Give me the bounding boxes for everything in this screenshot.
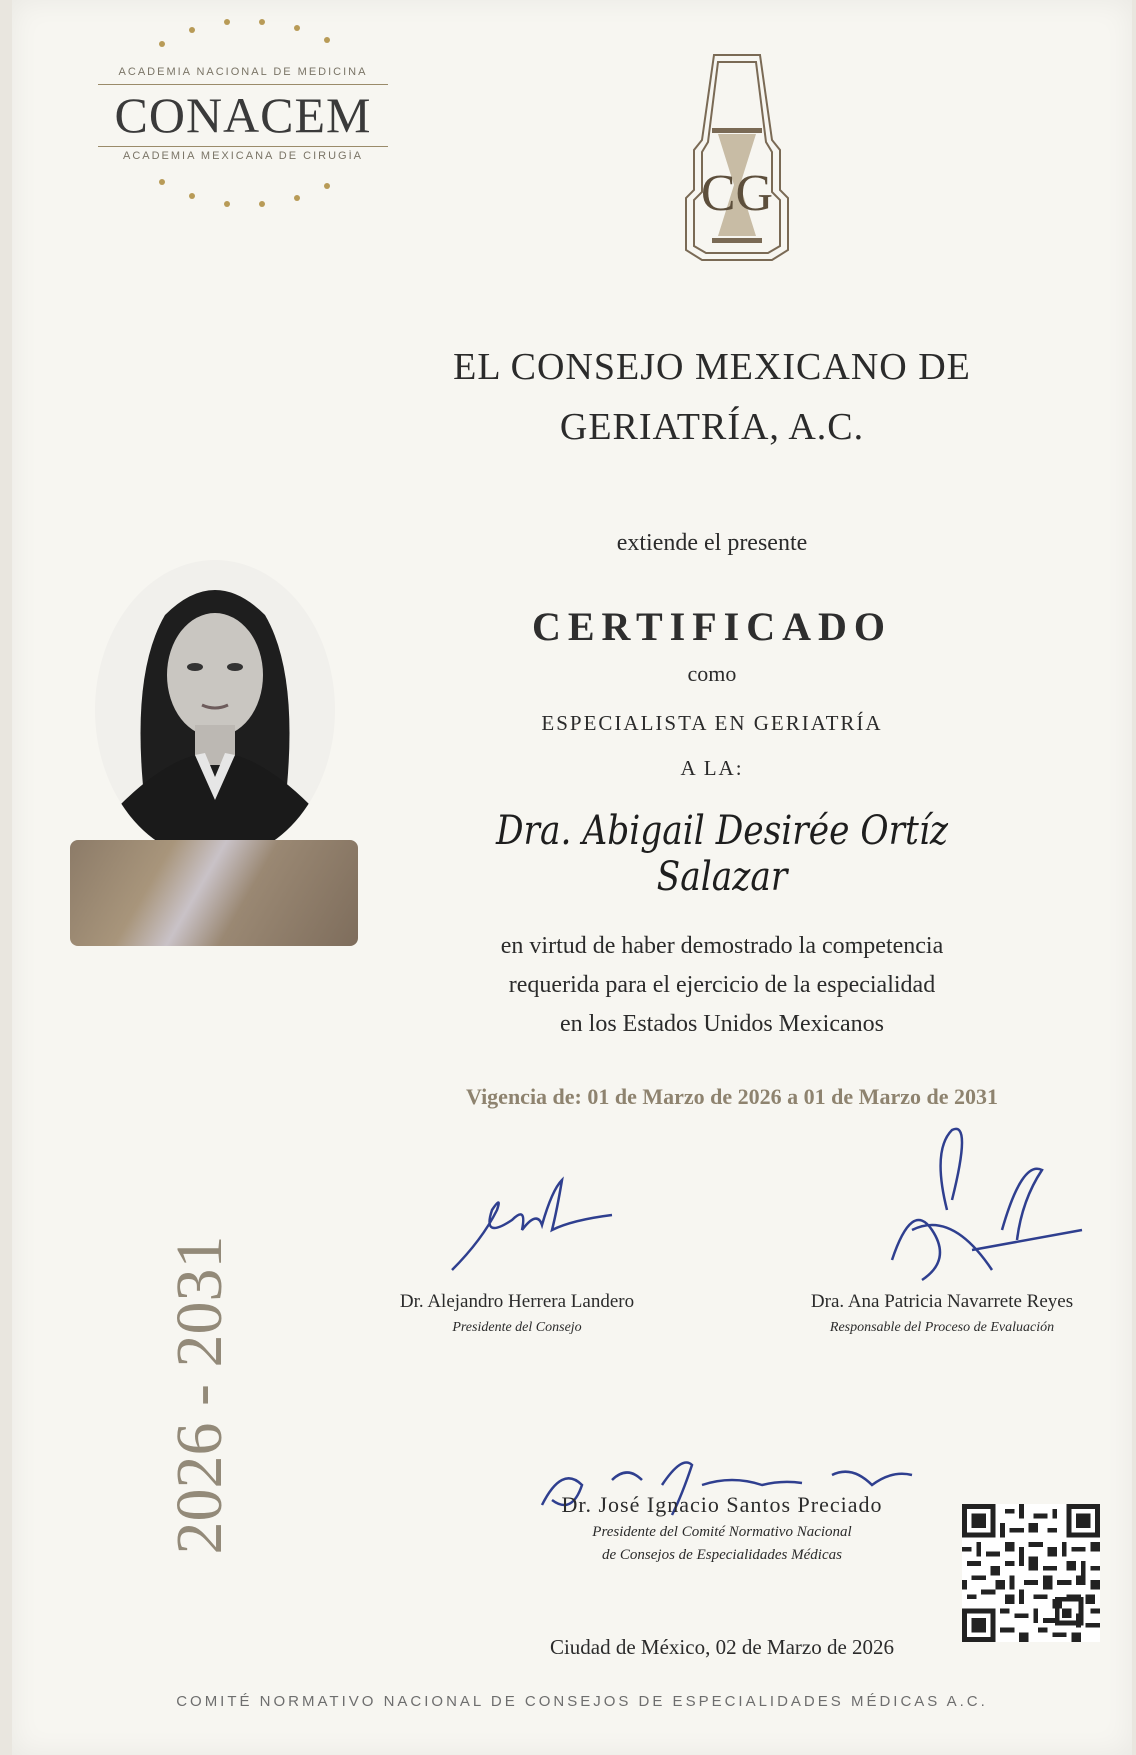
hologram-seal xyxy=(70,840,358,946)
logo-dots-top xyxy=(132,8,362,68)
intro-text: extiende el presente xyxy=(616,530,808,556)
signatory-3-role-line1: Presidente del Comité Normativo Nacional xyxy=(592,1524,852,1540)
conacem-title: CONACEM xyxy=(114,87,372,143)
certificate-sheet xyxy=(12,0,1132,1755)
conacem-surgery-line: ACADEMIA MEXICANA DE CIRUGÍA xyxy=(123,150,363,162)
como-text: como xyxy=(687,661,737,686)
virtud-line3: en los Estados Unidos Mexicanos xyxy=(560,1011,884,1037)
signatory-2-role: Responsable del Proceso de Evaluación xyxy=(829,1320,1055,1335)
conacem-academy-line: ACADEMIA NACIONAL DE MEDICINA xyxy=(118,66,368,78)
a-la-text: A LA: xyxy=(680,756,744,780)
council-name-line1: EL CONSEJO MEXICANO DE xyxy=(453,346,971,388)
city-date: Ciudad de México, 02 de Marzo de 2026 xyxy=(549,1635,895,1659)
virtud-line1: en virtud de haber demostrado la competencia xyxy=(500,933,944,959)
recipient-name: Dra. Abigail Desirée Ortíz Salazar xyxy=(495,808,949,900)
svg-text:CG: CG xyxy=(700,165,774,222)
qr-code[interactable] xyxy=(962,1502,1100,1644)
divider xyxy=(98,146,388,147)
signatory-3-role-line2: de Consejos de Especialidades Médicas xyxy=(602,1547,842,1563)
divider xyxy=(98,84,388,85)
virtud-line2: requerida para el ejercicio de la especialidad xyxy=(508,972,936,998)
signatory-1-name: Dr. Alejandro Herrera Landero xyxy=(399,1291,635,1312)
signature-herrera xyxy=(442,1170,642,1280)
certificate-title: CERTIFICADO xyxy=(531,604,893,649)
logo-dots-bottom xyxy=(132,172,362,222)
council-name-line2: GERIATRÍA, A.C. xyxy=(559,406,865,448)
footer-committee: COMITÉ NORMATIVO NACIONAL DE CONSEJOS DE ESPECIALIDADES MÉDICAS A.C. xyxy=(176,1693,988,1710)
recipient-photo xyxy=(90,555,340,865)
specialty: ESPECIALISTA EN GERIATRÍA xyxy=(541,711,883,735)
validity-years-vertical: 2026 - 2031 xyxy=(163,1235,236,1555)
signatory-2-name: Dra. Ana Patricia Navarrete Reyes xyxy=(810,1291,1074,1312)
geriatrics-emblem xyxy=(652,50,822,270)
signatory-3-name: Dr. José Ignacio Santos Preciado xyxy=(561,1492,883,1517)
signatory-1-role: Presidente del Consejo xyxy=(452,1320,582,1335)
signature-navarrete xyxy=(852,1110,1092,1290)
validity-period: Vigencia de: 01 de Marzo de 2026 a 01 de Marzo de 2031 xyxy=(466,1084,998,1109)
